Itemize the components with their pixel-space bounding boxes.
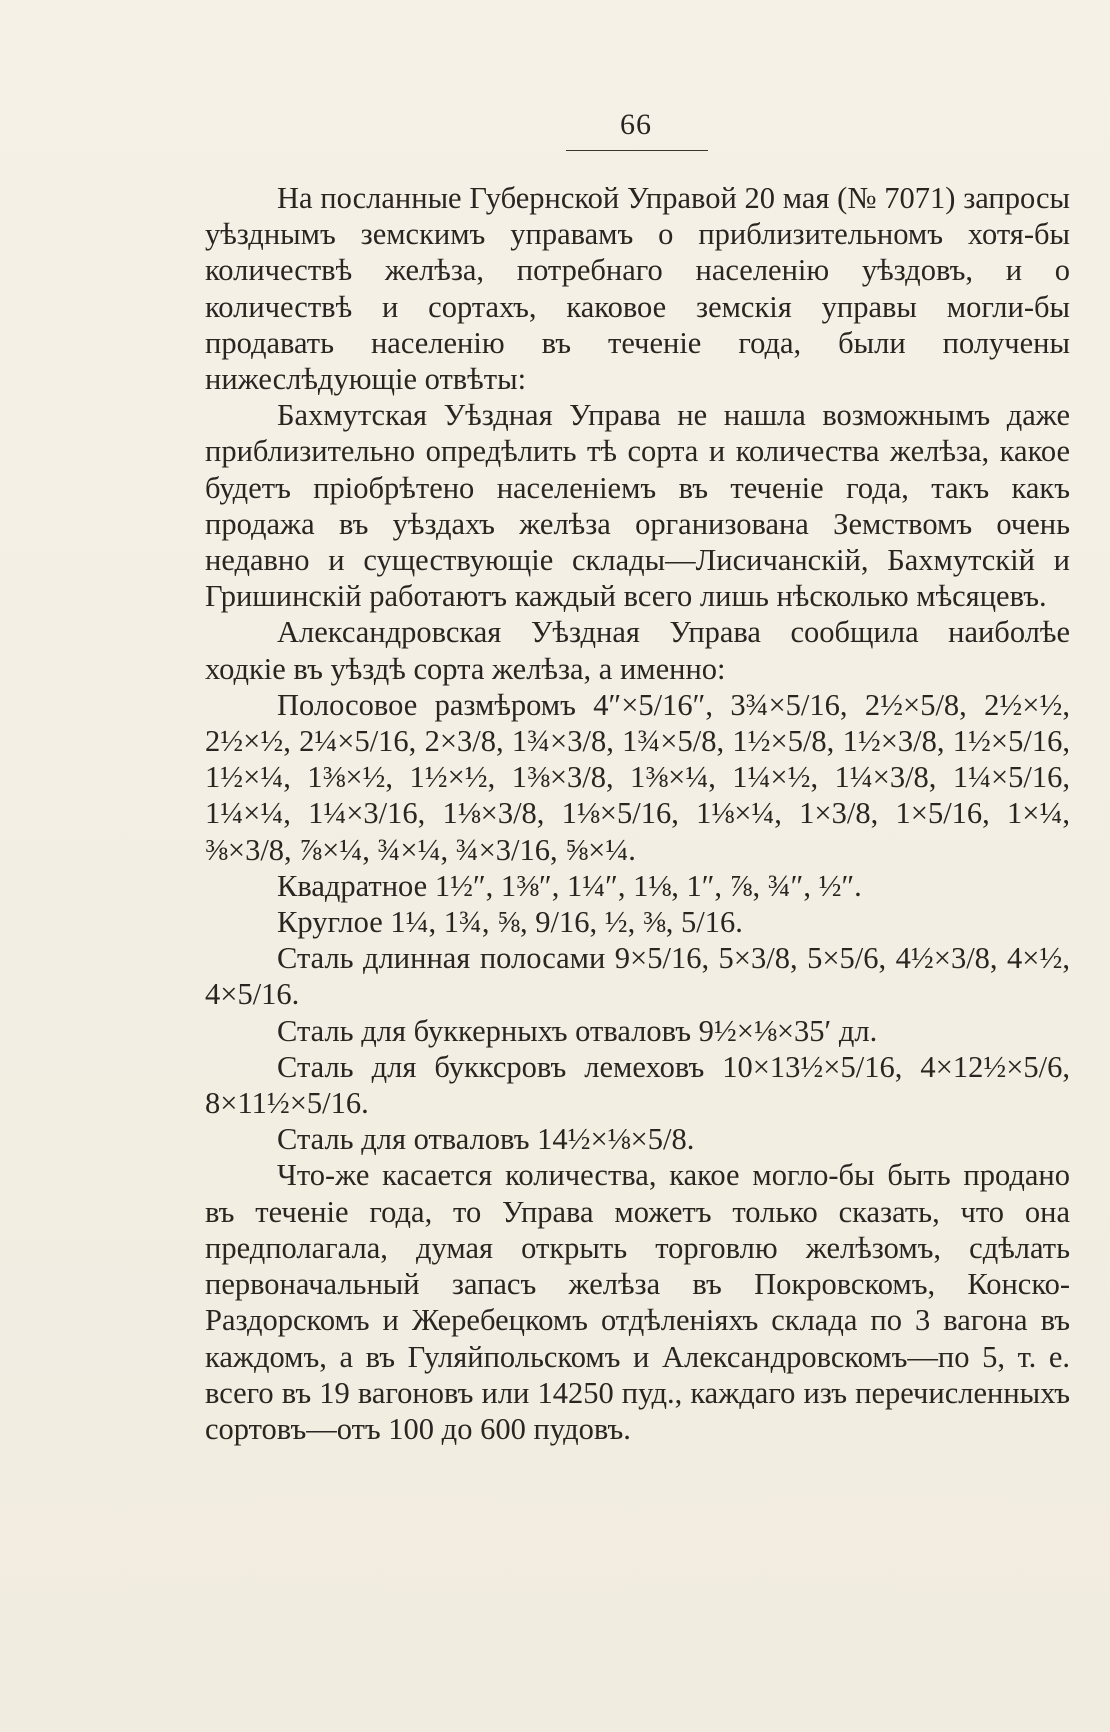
paragraph-square-iron: Квадратное 1½″, 1⅜″, 1¼″, 1⅛, 1″, ⅞, ¾″, ½″. [277, 868, 862, 903]
paragraph-bukker-share-steel: Сталь для букксровъ лемеховъ 10×13½×5/16, 4×12½×5/6, 8×11½×5/16. [205, 1049, 1070, 1121]
page-number-rule [566, 150, 708, 151]
page-number: 66 [620, 108, 652, 141]
paragraph-moldboard-steel: Сталь для отваловъ 14½×⅛×5/8. [277, 1122, 695, 1157]
paragraph-long-steel: Сталь длинная полосами 9×5/16, 5×3/8, 5×5/6, 4½×3/8, 4×½, 4×5/16. [205, 941, 1070, 1012]
paragraph-quantity: Что-же касается количества, какое могло-бы быть продано въ теченіе года, то Управа можетъ только сказать, что она предполагала, думая открыть торговлю желѣзомъ, сдѣлать первоначальный запасъ желѣза въ Покровскомъ, Конско-Раздорскомъ и Жеребецкомъ отдѣленіяхъ склада по 3 вагона въ каждомъ, а въ Гуляйпольскомъ и Александровскомъ—по 5, т. е. всего въ 19 вагоновъ или 14250 пуд., каждаго изъ перечисленныхъ сортовъ—отъ 100 до 600 пудовъ. [205, 1158, 1070, 1446]
body-text [205, 180, 1070, 1447]
paragraph-bakhmut: Бахмутская Уѣздная Управа не нашла возможнымъ даже приблизительно опредѣлить тѣ сорта и количества желѣза, какое будетъ пріобрѣтено населеніемъ въ теченіе года, такъ какъ продажа въ уѣздахъ желѣза организована Земствомъ очень недавно и существующіе склады—Лисичанскій, Бахмутскій и Гришинскій работаютъ каждый всего лишь нѣсколько мѣсяцевъ. [205, 398, 1070, 614]
paragraph-alexandrovsk: Александровская Уѣздная Управа сообщила наиболѣе ходкіе въ уѣздѣ сорта желѣза, а именно: [205, 615, 1070, 686]
paragraph-intro: На посланные Губернской Управой 20 мая (№ 7071) запросы уѣзднымъ земскимъ управамъ о приблизительномъ хотя-бы количествѣ желѣза, потребнаго населенію уѣздовъ, и о количествѣ и сортахъ, каковое земскія управы могли-бы продавать населенію въ теченіе года, были получены нижеслѣдующіе отвѣты: [205, 181, 1070, 397]
paragraph-strip-iron: Полосовое размѣромъ 4″×5/16″, 3¾×5/16, 2½×5/8, 2½×½, 2½×½, 2¼×5/16, 2×3/8, 1¾×3/8, 1¾×5/8, 1½×5/8, 1½×3/8, 1½×5/16, 1½×¼, 1⅜×½, 1½×½, 1⅜×3/8, 1⅜×¼, 1¼×½, 1¼×3/8, 1¼×5/16, 1¼×¼, 1¼×3/16, 1⅛×3/8, 1⅛×5/16, 1⅛×¼, 1×3/8, 1×5/16, 1×¼, ⅜×3/8, ⅞×¼, ¾×¼, ¾×3/16, ⅝×¼. [205, 687, 1070, 867]
paragraph-round-iron: Круглое 1¼, 1¾, ⅝, 9/16, ½, ⅜, 5/16. [277, 905, 743, 940]
paragraph-bukker-moldboard-steel: Сталь для буккерныхъ отваловъ 9½×⅛×35′ дл. [277, 1013, 878, 1048]
